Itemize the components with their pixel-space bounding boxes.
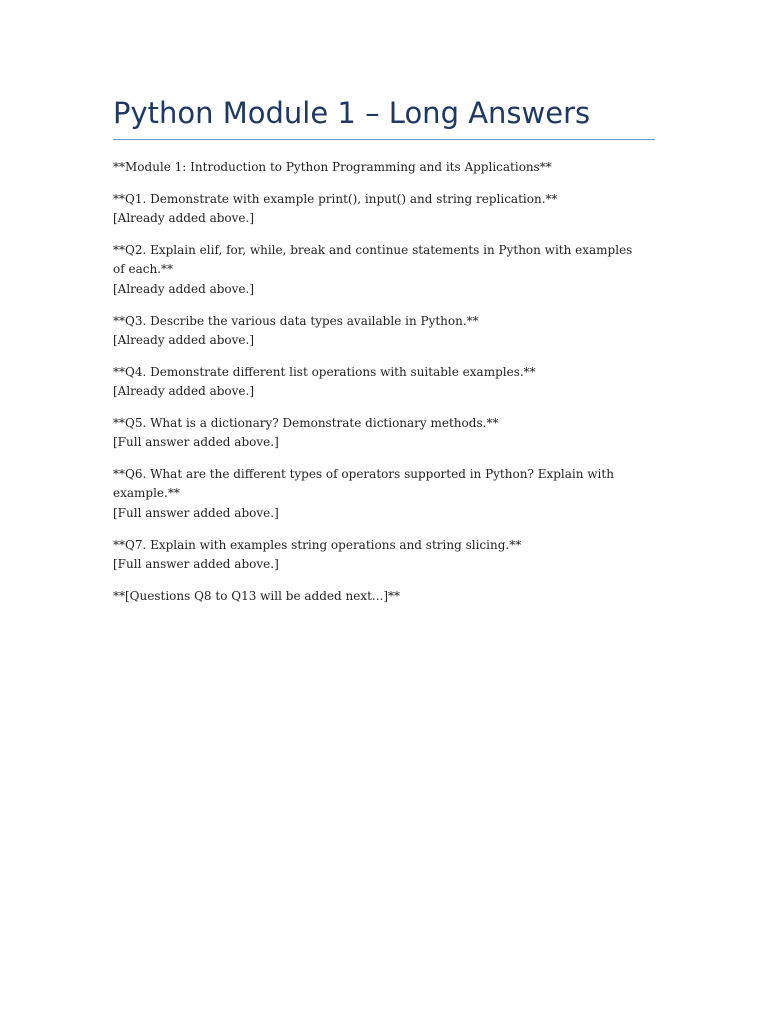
question-block-q6	[113, 465, 643, 523]
closing-paragraph: **[Questions Q8 to Q13 will be added next...]**	[113, 588, 401, 603]
question-block-q4	[113, 363, 643, 401]
question-text: **Q3. Describe the various data types available in Python.**	[113, 313, 479, 328]
question-block-q1	[113, 190, 643, 228]
answer-note: [Already added above.]	[113, 281, 255, 296]
answer-note: [Full answer added above.]	[113, 556, 279, 571]
question-block-q2	[113, 241, 643, 299]
title-underline	[113, 139, 655, 140]
answer-note: [Already added above.]	[113, 332, 255, 347]
question-block-q5	[113, 414, 643, 452]
answer-note: [Full answer added above.]	[113, 505, 279, 520]
question-text: **Q1. Demonstrate with example print(), input() and string replication.**	[113, 192, 558, 206]
question-text: **Q2. Explain elif, for, while, break and continue statements in Python with examples of each.**	[113, 243, 633, 277]
answer-note: [Already added above.]	[113, 384, 255, 399]
question-text: **Q5. What is a dictionary? Demonstrate dictionary methods.**	[113, 416, 499, 431]
answer-note: [Already added above.]	[113, 211, 255, 226]
document-body	[113, 158, 643, 619]
question-block-q7	[113, 536, 643, 574]
answer-note: [Full answer added above.]	[113, 435, 279, 450]
intro-paragraph: **Module 1: Introduction to Python Programming and its Applications**	[113, 160, 552, 174]
question-text: **Q6. What are the different types of operators supported in Python? Explain with example.**	[113, 467, 614, 501]
question-block-q3	[113, 312, 643, 350]
question-text: **Q7. Explain with examples string operations and string slicing.**	[113, 537, 522, 552]
question-text: **Q4. Demonstrate different list operations with suitable examples.**	[113, 364, 536, 379]
document-title: Python Module 1 – Long Answers	[113, 96, 591, 130]
